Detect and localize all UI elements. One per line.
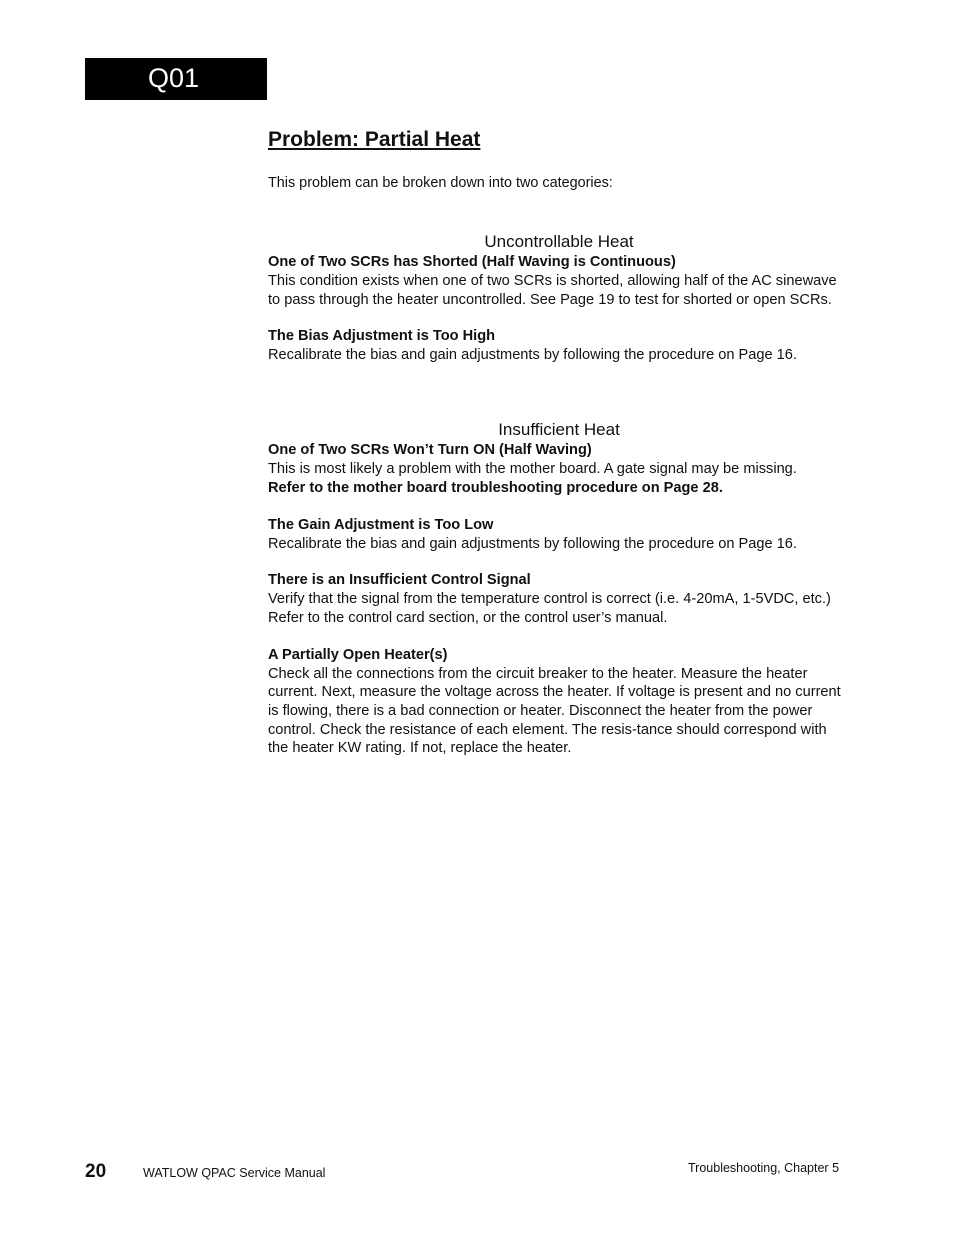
category-uncontrollable-heat — [268, 231, 844, 365]
problem-heading: One of Two SCRs has Shorted (Half Waving is Continuous) — [268, 254, 676, 270]
problem-description: This condition exists when one of two SCRs is shorted, allowing half of the AC sinewave to pass through the heater uncontrolled. See Page 19 to test for shorted or open SCRs. — [268, 273, 837, 308]
category-title: Uncontrollable Heat — [484, 232, 634, 251]
problem-heading: The Bias Adjustment is Too High — [268, 328, 496, 345]
problem-description: Recalibrate the bias and gain adjustments by following the procedure on Page 16. — [268, 535, 797, 552]
chapter-label: Troubleshooting, Chapter 5 — [688, 1161, 840, 1175]
problem-item — [268, 253, 844, 309]
problem-description: Recalibrate the bias and gain adjustments by following the procedure on Page 16. — [268, 347, 797, 364]
problem-heading: One of Two SCRs Won’t Turn ON (Half Waving) — [268, 442, 592, 459]
problem-heading: The Gain Adjustment is Too Low — [268, 516, 494, 533]
problem-item — [268, 441, 844, 497]
main-content — [268, 126, 844, 776]
problem-heading: There is an Insufficient Control Signal — [268, 572, 531, 589]
problem-item — [268, 516, 844, 554]
problem-description — [268, 460, 844, 497]
problem-description: Check all the connections from the circuit breaker to the heater. Measure the heater current. Next, measure the voltage across the heater. If voltage is present and no current is flowing, there is a bad connection or heater. Disconnect the heater from the power control. Check the resistance of each element. The resis-tance should correspond with the heater KW rating. If not, replace the heater. — [268, 665, 841, 757]
manual-title: WATLOW QPAC Service Manual — [143, 1166, 326, 1180]
section-tab-label: Q01 — [148, 63, 200, 93]
category-title: Insufficient Heat — [498, 420, 620, 440]
page-title: Problem: Partial Heat — [268, 128, 481, 151]
problem-item — [268, 646, 844, 759]
category-insufficient-heat — [268, 419, 844, 758]
problem-heading: A Partially Open Heater(s) — [268, 646, 448, 663]
problem-description: Verify that the signal from the temperature control is correct (i.e. 4-20mA, 1-5VDC, etc.) Refer to the control card section, or the control user’s manual. — [268, 591, 831, 626]
problem-reference-text: Refer to the mother board troubleshooting procedure on Page 28. — [268, 479, 723, 496]
section-tab — [85, 58, 267, 100]
intro-text: This problem can be broken down into two categories: — [268, 175, 613, 191]
problem-description-text: This is most likely a problem with the mother board. A gate signal may be missing. — [268, 461, 797, 478]
problem-item — [268, 327, 844, 365]
problem-item — [268, 571, 844, 627]
page-number: 20 — [85, 1161, 107, 1182]
